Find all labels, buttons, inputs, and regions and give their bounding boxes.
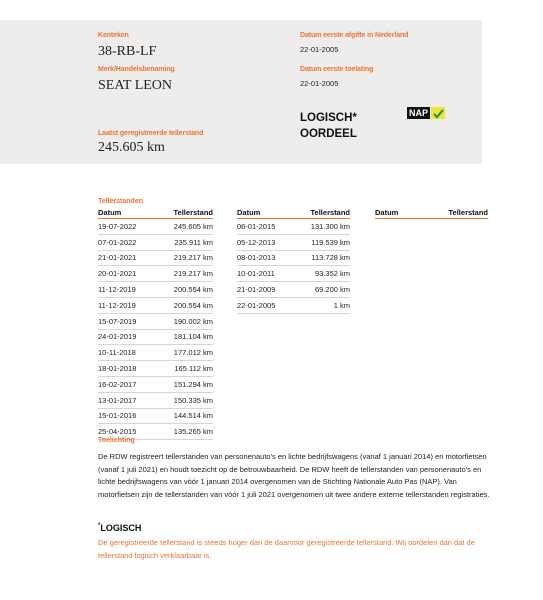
- table-row: [98, 219, 213, 235]
- row-datum: 21-01-2021: [98, 250, 155, 266]
- row-datum: 11-12-2019: [98, 282, 155, 298]
- row-tellerstand: 181.104 km: [155, 329, 213, 345]
- col-tellerstand-header: Tellerstand: [417, 208, 488, 219]
- row-datum: 22-01-2005: [237, 297, 293, 313]
- row-datum: 18-01-2018: [98, 361, 155, 377]
- row-datum: 13-01-2017: [98, 392, 155, 408]
- row-tellerstand: 93.352 km: [293, 266, 350, 282]
- oordeel-label: [300, 110, 357, 142]
- row-tellerstand: 131.300 km: [293, 219, 350, 235]
- row-tellerstand: 69.200 km: [293, 282, 350, 298]
- row-datum: 19-07-2022: [98, 219, 155, 235]
- table-row: [98, 408, 213, 424]
- nap-logo: [407, 106, 455, 120]
- tellerstanden-table-1: [98, 208, 213, 440]
- table-row: [98, 361, 213, 377]
- row-datum: 07-01-2022: [98, 234, 155, 250]
- table-row: [98, 329, 213, 345]
- tellerstanden-title: Tellerstanden: [98, 198, 143, 205]
- col-datum-header: Datum: [237, 208, 293, 219]
- logisch-heading: [98, 523, 141, 533]
- table-row: [98, 282, 213, 298]
- table-row: [98, 313, 213, 329]
- toelichting-text: De RDW registreert tellerstanden van personenauto's en lichte bedrijfswagens (vanaf 1 januari 2014) en motorfietsen (vanaf 1 juli 2021) en houdt toezicht op de betrouwbaarheid. De RDW heeft de tellerstanden van personenauto's en lichte bedrijfswagens van vóór 1 januari 2014 overgenomen van de Stichting Nationale Auto Pas (NAP). Van motorfietsen zijn de tellerstanden van vóór 1 juli 2021 overgenomen uit twee andere externe tellerstanden registraties.: [98, 452, 490, 499]
- table-row: [237, 219, 350, 235]
- row-datum: 16-02-2017: [98, 376, 155, 392]
- kenteken-value: 38-RB-LF: [98, 44, 157, 59]
- row-tellerstand: 144.514 km: [155, 408, 213, 424]
- row-tellerstand: 135.265 km: [155, 424, 213, 440]
- toelichting-title: Toelichting: [98, 437, 135, 444]
- col-tellerstand-header: Tellerstand: [293, 208, 350, 219]
- nap-logo-text: NAP: [409, 108, 429, 118]
- logisch-star: *: [98, 523, 101, 529]
- laatst-label: Laatst geregistreerde tellerstand: [98, 130, 204, 137]
- row-datum: 05-12-2013: [237, 234, 293, 250]
- row-tellerstand: 219.217 km: [155, 266, 213, 282]
- row-datum: 08-01-2013: [237, 250, 293, 266]
- oordeel-line1: LOGISCH*: [300, 112, 357, 124]
- row-datum: 24-01-2019: [98, 329, 155, 345]
- col-tellerstand-header: Tellerstand: [155, 208, 213, 219]
- row-datum: 15-01-2016: [98, 408, 155, 424]
- toelating-value: 22-01-2005: [300, 79, 339, 88]
- row-datum: 21-01-2009: [237, 282, 293, 298]
- toelating-label: Datum eerste toelating: [300, 66, 374, 73]
- row-tellerstand: 200.554 km: [155, 297, 213, 313]
- vehicle-header-panel: [0, 20, 482, 164]
- table-row: [98, 266, 213, 282]
- tellerstanden-table-3: [375, 208, 488, 219]
- afgifte-nl-value: 22-01-2005: [300, 45, 339, 54]
- row-tellerstand: 219.217 km: [155, 250, 213, 266]
- table-row: [237, 297, 350, 313]
- row-tellerstand: 200.554 km: [155, 282, 213, 298]
- row-datum: 06-01-2015: [237, 219, 293, 235]
- afgifte-nl-label: Datum eerste afgifte in Nederland: [300, 32, 409, 39]
- row-datum: 20-01-2021: [98, 266, 155, 282]
- table-row: [98, 297, 213, 313]
- row-tellerstand: 1 km: [293, 297, 350, 313]
- row-tellerstand: 113.728 km: [293, 250, 350, 266]
- tellerstanden-table-2: [237, 208, 350, 314]
- table-row: [98, 392, 213, 408]
- row-tellerstand: 165.112 km: [155, 361, 213, 377]
- table-row: [237, 282, 350, 298]
- row-tellerstand: 245.605 km: [155, 219, 213, 235]
- row-tellerstand: 119.539 km: [293, 234, 350, 250]
- table-row: [237, 234, 350, 250]
- table-row: [98, 345, 213, 361]
- row-datum: 15-07-2019: [98, 313, 155, 329]
- row-tellerstand: 177.012 km: [155, 345, 213, 361]
- merk-label: Merk/Handelsbenaming: [98, 66, 175, 73]
- kenteken-label: Kenteken: [98, 32, 129, 39]
- row-datum: 11-12-2019: [98, 297, 155, 313]
- check-icon: [431, 107, 445, 119]
- laatst-value: 245.605 km: [98, 140, 165, 155]
- col-datum-header: Datum: [98, 208, 155, 219]
- col-datum-header: Datum: [375, 208, 417, 219]
- table-row: [237, 266, 350, 282]
- row-tellerstand: 190.002 km: [155, 313, 213, 329]
- row-datum: 10-01-2011: [237, 266, 293, 282]
- oordeel-line2: OORDEEL: [300, 128, 357, 140]
- table-row: [237, 250, 350, 266]
- row-tellerstand: 151.294 km: [155, 376, 213, 392]
- logisch-title: LOGISCH: [100, 523, 142, 533]
- row-datum: 25-04-2015: [98, 424, 155, 440]
- table-row: [98, 376, 213, 392]
- row-datum: 10-11-2018: [98, 345, 155, 361]
- logisch-text: De geregistreerde tellerstand is steeds hoger dan de daarvoor geregistreerde tellerstand. Wij oordelen dan dat de tellerstand logisch verklaarbaar is.: [98, 538, 475, 560]
- merk-value: SEAT LEON: [98, 78, 173, 93]
- table-row: [98, 234, 213, 250]
- table-row: [98, 250, 213, 266]
- row-tellerstand: 235.911 km: [155, 234, 213, 250]
- row-tellerstand: 150.335 km: [155, 392, 213, 408]
